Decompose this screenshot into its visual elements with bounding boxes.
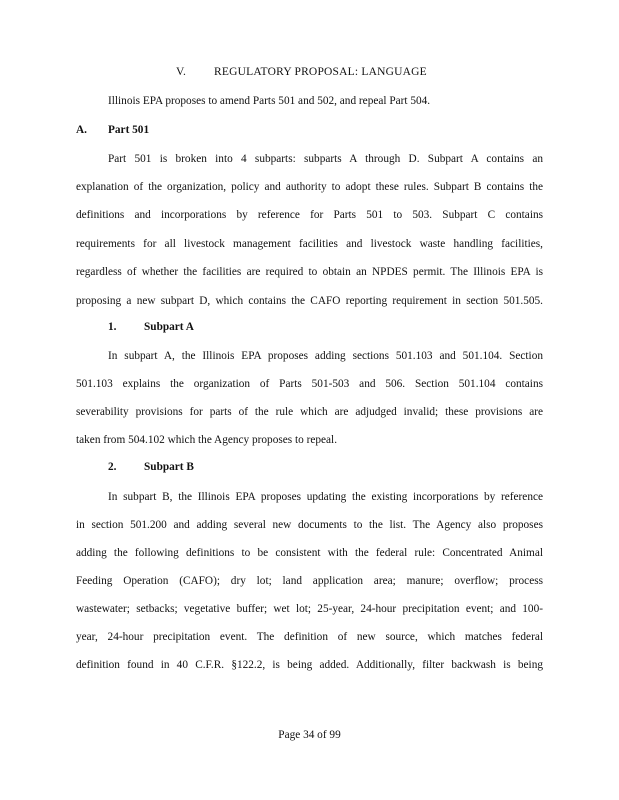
para3-line: year, 24-hour precipitation event. The definition of new source, which matches federal — [76, 631, 543, 643]
para2-line: In subpart A, the Illinois EPA proposes adding sections 501.103 and 501.104. Section — [108, 350, 543, 362]
para1-line: regardless of whether the facilities are required to obtain an NPDES permit. The Illinois EPA is — [76, 266, 543, 278]
subpart-a-number: 1. — [108, 321, 117, 333]
section-title: REGULATORY PROPOSAL: LANGUAGE — [214, 66, 427, 78]
subpart-b-number: 2. — [108, 461, 117, 473]
para2-line: 501.103 explains the organization of Parts 501-503 and 506. Section 501.104 contains — [76, 378, 543, 390]
para3-line: adding the following definitions to be consistent with the federal rule: Concentrated Animal — [76, 547, 543, 559]
subpart-b-title: Subpart B — [144, 461, 194, 473]
para1-line: requirements for all livestock management facilities and livestock waste handling facilities, — [76, 238, 543, 250]
subpart-a-title: Subpart A — [144, 321, 194, 333]
para2-line: taken from 504.102 which the Agency proposes to repeal. — [76, 434, 338, 446]
para3-line: in section 501.200 and adding several new documents to the list. The Agency also proposes — [76, 519, 543, 531]
para1-line: definitions and incorporations by reference for Parts 501 to 503. Subpart C contains — [76, 209, 543, 221]
para1-line: proposing a new subpart D, which contains the CAFO reporting requirement in section 501.505. — [76, 295, 543, 307]
page-number: Page 34 of 99 — [278, 729, 341, 741]
para1-line: explanation of the organization, policy and authority to adopt these rules. Subpart B contains the — [76, 181, 543, 193]
part-a-title: Part 501 — [108, 124, 150, 136]
para3-line: wastewater; setbacks; vegetative buffer; wet lot; 25-year, 24-hour precipitation event; and 100- — [76, 603, 543, 615]
section-number: V. — [176, 66, 187, 78]
para3-line: definition found in 40 C.F.R. §122.2, is being added. Additionally, filter backwash is being — [76, 659, 543, 671]
para3-line: In subpart B, the Illinois EPA proposes updating the existing incorporations by reference — [108, 491, 543, 503]
para3-line: Feeding Operation (CAFO); dry lot; land application area; manure; overflow; process — [76, 575, 543, 587]
intro-line: Illinois EPA proposes to amend Parts 501 and 502, and repeal Part 504. — [108, 95, 431, 107]
para2-line: severability provisions for parts of the rule which are adjudged invalid; these provisions are — [76, 406, 543, 418]
para1-line: Part 501 is broken into 4 subparts: subparts A through D. Subpart A contains an — [108, 153, 543, 165]
part-a-letter: A. — [76, 124, 87, 136]
